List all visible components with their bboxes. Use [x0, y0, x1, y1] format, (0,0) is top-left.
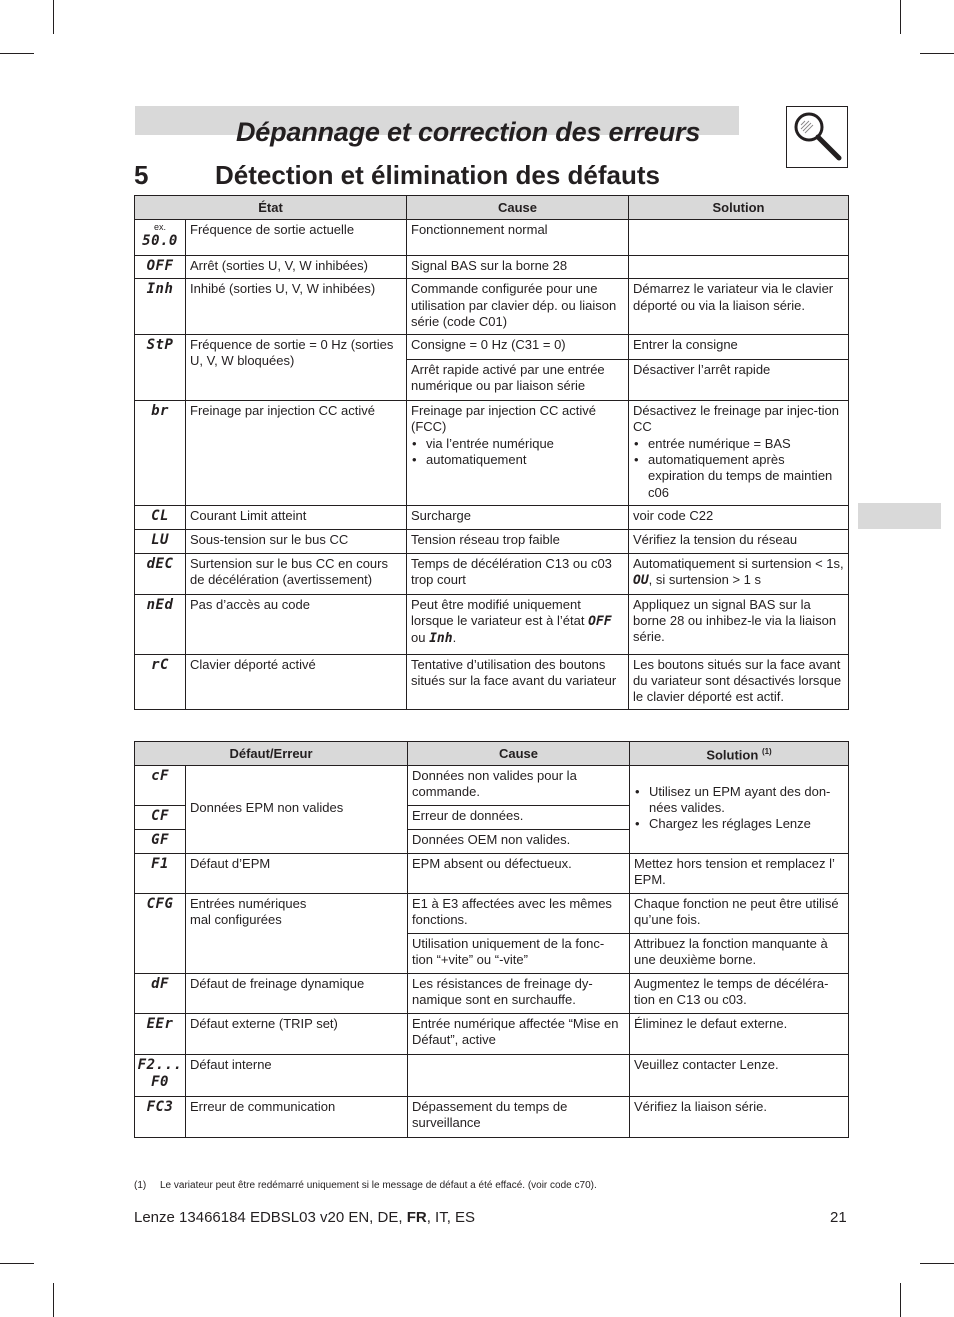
display-code-cell: [135, 256, 186, 279]
state-cell: Arrêt (sorties U, V, W inhibées): [186, 256, 407, 279]
solution-text: Automatiquement si surtension < 1s,: [633, 555, 844, 571]
cause-cell: Utilisation uniquement de la fonc-tion “+vite” ou “-vite”: [408, 933, 630, 973]
table-row: [135, 335, 849, 360]
table-row: [135, 973, 849, 1013]
table-row: [135, 594, 849, 654]
display-code-cell: [135, 1096, 186, 1137]
solution-cell: Les boutons situés sur la face avant du variateur sont désactivés lorsque le clavier déporté est actif.: [629, 654, 849, 710]
list-item: • automatiquement après expiration du temps de maintien c06: [633, 452, 844, 501]
display-code: CFG: [146, 895, 174, 912]
display-code-cell: [135, 505, 186, 529]
fault-cell: Défaut d’EPM: [186, 853, 408, 893]
cause-cell: Entrée numérique affectée “Mise en Défaut”, active: [408, 1013, 630, 1054]
page-title: Dépannage et correction des erreurs: [236, 117, 701, 147]
column-header: État: [135, 196, 407, 220]
solution-cell: [629, 220, 849, 256]
cause-cell: Les résistances de freinage dy-namique sont en surchauffe.: [408, 973, 630, 1013]
list-item: • via l’entrée numérique: [411, 436, 624, 452]
crop-mark: [920, 1263, 954, 1264]
cause-cell: Signal BAS sur la borne 28: [407, 256, 629, 279]
display-code: 50.0: [142, 233, 178, 249]
column-header: [630, 742, 849, 766]
solution-cell: Désactiver l’arrêt rapide: [629, 360, 849, 401]
section-title: Détection et élimination des défauts: [215, 160, 660, 190]
table-row: [135, 654, 849, 710]
table-row: [135, 553, 849, 594]
cause-cell: Données OEM non valides.: [408, 829, 630, 853]
solution-cell: voir code C22: [629, 505, 849, 529]
cause-cell: Fonctionnement normal: [407, 220, 629, 256]
footnote-ref: (1): [761, 747, 772, 757]
table-row: [135, 853, 849, 893]
display-code-cell: [135, 853, 186, 893]
display-code-cell: [135, 1054, 186, 1096]
fault-cell: [186, 893, 408, 973]
solution-cell: Vérifiez la liaison série.: [630, 1096, 849, 1137]
solution-text: , si surtension > 1 s: [648, 572, 762, 588]
cause-cell: Commande configurée pour une utilisation par clavier dép. ou liaison série (code C01): [407, 279, 629, 335]
section-number: 5: [134, 160, 149, 190]
display-code: Inh: [146, 281, 174, 298]
display-code: OFF: [588, 613, 612, 629]
cause-cell: Surcharge: [407, 505, 629, 529]
list-item: • Utilisez un EPM ayant des don-nées valides.: [634, 784, 844, 817]
cause-text: .: [452, 630, 457, 646]
state-cell: Fréquence de sortie actuelle: [186, 220, 407, 256]
display-code-cell: [135, 220, 186, 256]
cause-text: Peut être modifié uniquement lorsque le variateur est à l’état: [411, 596, 585, 628]
state-cell: Pas d’accès au code: [186, 594, 407, 654]
list-item: • Chargez les réglages Lenze: [634, 816, 844, 832]
crop-mark: [920, 53, 954, 54]
display-code: rC: [151, 656, 169, 673]
solution-intro: Désactivez le freinage par injec-tion CC: [633, 403, 839, 435]
column-header: Solution: [629, 196, 849, 220]
list-item: • entrée numérique = BAS: [633, 436, 844, 452]
cause-cell: [407, 401, 629, 506]
footer-doc-info: [134, 1209, 475, 1226]
state-cell: Freinage par injection CC activé: [186, 401, 407, 506]
display-code-cell: [135, 766, 186, 806]
crop-mark: [900, 0, 901, 34]
solution-cell: Appliquez un signal BAS sur la borne 28 ou inhibez-le via la liaison série.: [629, 594, 849, 654]
table-header-row: [135, 196, 849, 220]
solution-cell: Vérifiez la tension du réseau: [629, 529, 849, 553]
cause-cell: [408, 1054, 630, 1096]
fault-text: Entrées numériques: [190, 895, 307, 911]
solution-cell: [630, 766, 849, 854]
solution-cell: [629, 256, 849, 279]
solution-cell: Démarrez le variateur via le clavier déporté ou via la liaison série.: [629, 279, 849, 335]
display-code-cell: [135, 594, 186, 654]
cause-intro: Freinage par injection CC activé (FCC): [411, 403, 596, 435]
cause-text: ou: [411, 630, 426, 646]
display-code: EEr: [146, 1015, 174, 1032]
display-code-cell: [135, 279, 186, 335]
display-code: FC3: [146, 1098, 174, 1115]
display-code: F0: [151, 1073, 169, 1090]
cause-cell: Dépassement du temps de surveillance: [408, 1096, 630, 1137]
solution-cell: [629, 401, 849, 506]
display-code-cell: [135, 654, 186, 710]
state-cell: Sous-tension sur le bus CC: [186, 529, 407, 553]
fault-cell: Défaut externe (TRIP set): [186, 1013, 408, 1054]
display-code: OU: [633, 573, 649, 589]
side-tab: [858, 503, 941, 529]
solution-cell: Mettez hors tension et remplacez l’ EPM.: [630, 853, 849, 893]
footer-text: , IT, ES: [426, 1209, 476, 1226]
table-row: [135, 766, 849, 806]
fault-cell: Défaut interne: [186, 1054, 408, 1096]
cause-cell: Arrêt rapide activé par une entrée numérique ou par liaison série: [407, 360, 629, 401]
footer-lang-current: FR: [406, 1209, 427, 1226]
solution-cell: Attribuez la fonction manquante à une deuxième borne.: [630, 933, 849, 973]
cause-cell: [407, 594, 629, 654]
solution-cell: [629, 553, 849, 594]
table-row: [135, 893, 849, 933]
footnote: [134, 1180, 597, 1191]
solution-list: [633, 436, 844, 501]
table-header-row: [135, 742, 849, 766]
table-row: [135, 505, 849, 529]
table-row: [135, 1013, 849, 1054]
display-code: F2...: [137, 1056, 183, 1073]
table-row: [135, 220, 849, 256]
table-row: [135, 1054, 849, 1096]
fault-cell: Données EPM non valides: [186, 766, 408, 854]
column-header: Défaut/Erreur: [135, 742, 408, 766]
solution-cell: Veuillez contacter Lenze.: [630, 1054, 849, 1096]
footnote-text: Le variateur peut être redémarré uniquement si le message de défaut a été effacé. (voir code c70).: [160, 1180, 597, 1191]
column-header: Cause: [407, 196, 629, 220]
solution-cell: Éliminez le defaut externe.: [630, 1013, 849, 1054]
column-header: Cause: [408, 742, 630, 766]
display-code: CL: [151, 507, 169, 524]
crop-mark: [0, 1263, 34, 1264]
magnifier-icon: [786, 106, 848, 168]
table-row: [135, 1096, 849, 1137]
fault-text: mal configurées: [190, 911, 282, 927]
table-row: [135, 529, 849, 553]
footer-text: Lenze 13466184 EDBSL03 v20 EN, DE,: [134, 1209, 403, 1226]
table-row: [135, 279, 849, 335]
display-code: dEC: [146, 555, 174, 572]
table-row: [135, 256, 849, 279]
crop-mark: [53, 1283, 54, 1317]
cause-cell: Consigne = 0 Hz (C31 = 0): [407, 335, 629, 360]
display-code: LU: [151, 531, 169, 548]
display-code-cell: [135, 893, 186, 973]
cause-cell: EPM absent ou défectueux.: [408, 853, 630, 893]
cause-cell: E1 à E3 affectées avec les mêmes fonctions.: [408, 893, 630, 933]
solution-cell: Chaque fonction ne peut être utilisé qu’une fois.: [630, 893, 849, 933]
fault-cell: Erreur de communication: [186, 1096, 408, 1137]
cause-cell: Tentative d’utilisation des boutons situés sur la face avant du variateur: [407, 654, 629, 710]
display-code: GF: [151, 831, 169, 848]
display-code-cell: [135, 973, 186, 1013]
cause-list: [411, 436, 624, 469]
solution-cell: Entrer la consigne: [629, 335, 849, 360]
cause-cell: Tension réseau trop faible: [407, 529, 629, 553]
state-cell: Inhibé (sorties U, V, W inhibées): [186, 279, 407, 335]
crop-mark: [0, 53, 34, 54]
solution-list: [634, 784, 844, 833]
example-label: ex.: [153, 222, 166, 232]
display-code-cell: [135, 401, 186, 506]
state-cell: Clavier déporté activé: [186, 654, 407, 710]
column-header-label: Solution: [706, 747, 759, 763]
display-code-cell: [135, 553, 186, 594]
page-number: 21: [830, 1209, 847, 1226]
display-code: cF: [151, 768, 169, 784]
state-cell: Fréquence de sortie = 0 Hz (sorties U, V, W bloquées): [186, 335, 407, 401]
display-code: nEd: [146, 596, 174, 613]
display-code: br: [151, 403, 169, 420]
cause-cell: Temps de décélération C13 ou c03 trop court: [407, 553, 629, 594]
display-code-cell: [135, 829, 186, 853]
display-code: F1: [151, 855, 169, 872]
footnote-number: (1): [134, 1180, 147, 1191]
display-code: OFF: [146, 258, 174, 274]
display-code: CF: [151, 807, 169, 824]
display-code-cell: [135, 805, 186, 829]
status-table: [134, 195, 849, 710]
display-code-cell: [135, 335, 186, 401]
display-code: StP: [146, 337, 174, 354]
solution-cell: Augmentez le temps de décéléra-tion en C13 ou c03.: [630, 973, 849, 1013]
display-code-cell: [135, 529, 186, 553]
display-code: Inh: [429, 631, 453, 647]
fault-table: [134, 741, 849, 1138]
cause-cell: Données non valides pour la commande.: [408, 766, 630, 806]
state-cell: Surtension sur le bus CC en cours de décélération (avertissement): [186, 553, 407, 594]
list-item: • automatiquement: [411, 452, 624, 468]
crop-mark: [53, 0, 54, 34]
display-code: dF: [151, 975, 169, 992]
fault-cell: Défaut de freinage dynamique: [186, 973, 408, 1013]
state-cell: Courant Limit atteint: [186, 505, 407, 529]
crop-mark: [900, 1283, 901, 1317]
table-row: [135, 401, 849, 506]
cause-cell: Erreur de données.: [408, 805, 630, 829]
display-code-cell: [135, 1013, 186, 1054]
